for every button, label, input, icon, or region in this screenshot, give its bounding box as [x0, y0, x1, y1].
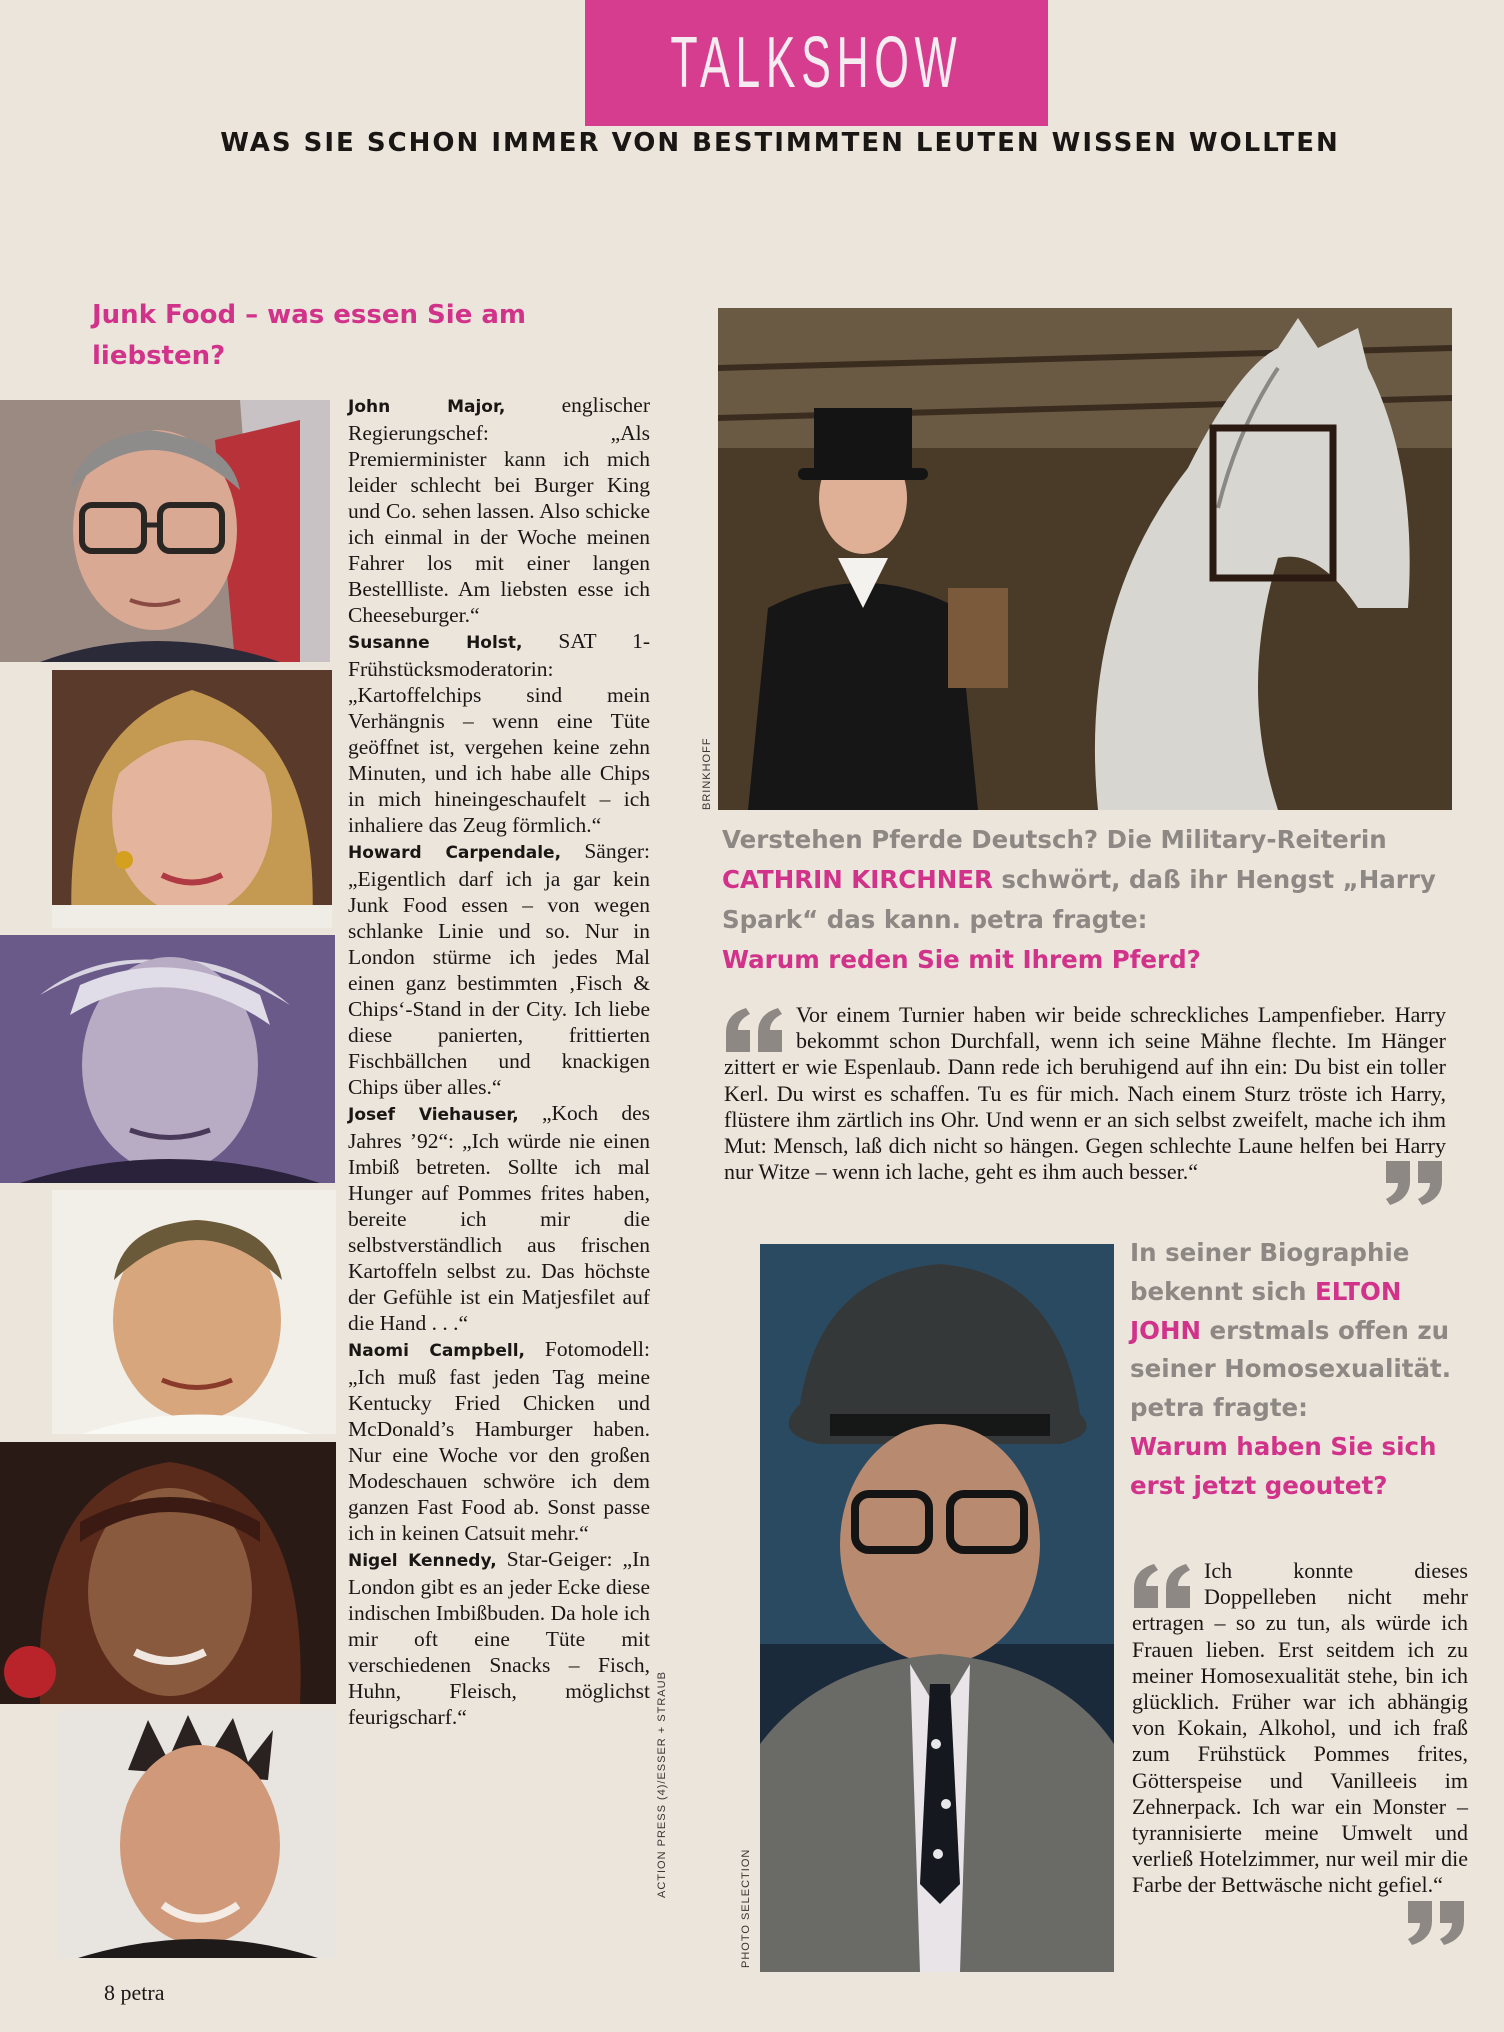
- open-quote-icon: [724, 1006, 786, 1054]
- section-subtitle: WAS SIE SCHON IMMER VON BESTIMMTEN LEUTEN WISSEN WOLLTEN: [220, 128, 1340, 158]
- elton-caption: In seiner Biographie bekennt sich ELTON JOHN erstmals offen zu seiner Homosexualität. petra fragte: Warum haben Sie sich erst jetzt geoutet?: [1130, 1234, 1470, 1506]
- portrait-john-major: [0, 400, 330, 662]
- quote-elton-john: Ich konnte dieses Doppelleben nicht mehr ertragen – so zu tun, als würde ich Frauen lieben. Erst seitdem ich zu meiner Homosexualität stehe, bin ich glücklich. Früher war ich abhängig von Kokain, Alkohol, und ich fraß zum Frühstück Pommes frites, Götterspeise und Vanilleeis im Zehnerpack. Ich war ein Monster – tyrannisierte meine Umwelt und verließ Hotelzimmer, nur weil mir die Farbe der Bettwäsche nicht gefiel.“: [1132, 1558, 1468, 1947]
- photo-credit-elton: PHOTO SELECTION: [740, 1848, 752, 1968]
- portrait-nigel-kennedy: [58, 1710, 336, 1958]
- entry-susanne-holst: Susanne Holst, SAT 1-Frühstücksmoderatorin: „Kartoffelchips sind mein Verhängnis – wenn eine Tüte geöffnet ist, vergehen keine zehn Minuten, und ich habe alle Chips in mich hineingeschaufelt – ich inhaliere das Zeug förmlich.“: [348, 629, 650, 837]
- entry-howard-carpendale: Howard Carpendale, Sänger: „Eigentlich darf ich ja gar kein Junk Food essen – von wegen schlanke Linie und so. Nur in London stürme ich jedes Mal einen ganz bestimmten ‚Fisch & Chips‘-Stand in der City. Ich liebe diese panierten, frittierten Fischbällchen und knackigen Chips über alles.“: [348, 839, 650, 1099]
- entry-john-major: John Major, englischer Regierungschef: „Als Premierminister kann ich mich leider schlecht bei Burger King und Co. sehen lassen. Also schicke ich einmal in der Woche meinen Fahrer los mit einer langen Bestellliste. Am liebsten esse ich Cheeseburger.“: [348, 393, 650, 627]
- close-quote-icon: [1406, 1899, 1468, 1947]
- entry-josef-viehauser: Josef Viehauser, „Koch des Jahres ’92“: „Ich würde nie einen Imbiß betreten. Sollte ich mal Hunger auf Pommes frites haben, bereite ich mir die selbstverständlich aus frischen Kartoffeln selbst zu. Das höchste der Gefühle ist ein Matjesfilet auf die Hand . . .“: [348, 1101, 650, 1335]
- elton-question: Warum haben Sie sich erst jetzt geoutet?: [1130, 1431, 1437, 1500]
- section-title-box: [585, 0, 1048, 126]
- horse-question: Warum reden Sie mit Ihrem Pferd?: [722, 945, 1201, 974]
- horse-caption: Verstehen Pferde Deutsch? Die Military-Reiterin CATHRIN KIRCHNER schwört, daß ihr Hengst „Harry Spark“ das kann. petra fragte: Warum reden Sie mit Ihrem Pferd?: [722, 820, 1452, 980]
- entry-naomi-campbell: Naomi Campbell, Fotomodell: „Ich muß fast jeden Tag meine Kentucky Fried Chicken und McDonald’s Hamburger haben. Nur eine Woche vor den großen Modeschauen schwöre ich dem ganzen Fast Food ab. Sonst passe ich in keinen Catsuit mehr.“: [348, 1337, 650, 1545]
- section-title: TALKSHOW: [670, 23, 963, 103]
- photo-credit-left: ACTION PRESS (4)/ESSER + STRAUB: [656, 1671, 668, 1898]
- junk-food-heading: Junk Food – was essen Sie am liebsten?: [92, 300, 527, 371]
- portrait-naomi-campbell: [0, 1442, 336, 1704]
- open-quote-icon: [1132, 1562, 1194, 1610]
- portrait-josef-viehauser: [52, 1190, 336, 1434]
- entry-nigel-kennedy: Nigel Kennedy, Star-Geiger: „In London gibt es an jeder Ecke diese indischen Imbißbuden. Da hole ich mir oft eine Tüte mit verschiedenen Snacks – Fisch, Huhn, Fleisch, möglichst feurigscharf.“: [348, 1547, 650, 1729]
- close-quote-icon: [1384, 1159, 1446, 1207]
- photo-credit-horse: BRINKHOFF: [701, 737, 713, 810]
- photo-rider-with-horse: [718, 308, 1452, 810]
- page-number: 8 petra: [104, 1980, 165, 2005]
- portrait-susanne-holst: [52, 670, 332, 928]
- portrait-howard-carpendale: [0, 935, 335, 1183]
- quote-cathrin-kirchner: Vor einem Turnier haben wir beide schreckliches Lampenfieber. Harry bekommt schon Durchfall, wenn ich seine Mähne flechte. Im Hänger zittert er wie Espenlaub. Dann rede ich beruhigend auf ihn ein: Du bist ein toller Kerl. Du wirst es schaffen. Tu es für mich. Nach einem Sturz tröste ich Harry, flüstere ihm zärtlich ins Ohr. Und wenn er an sich selbst zweifelt, mache ich ihm Mut: Mensch, laß dich nicht so hängen. Gegen schlechte Laune helfen bei Harry nur Witze – wenn ich lache, geht es ihm auch besser.“: [724, 1002, 1446, 1207]
- junk-food-answers: [348, 392, 650, 1912]
- photo-elton-john: [760, 1244, 1114, 1972]
